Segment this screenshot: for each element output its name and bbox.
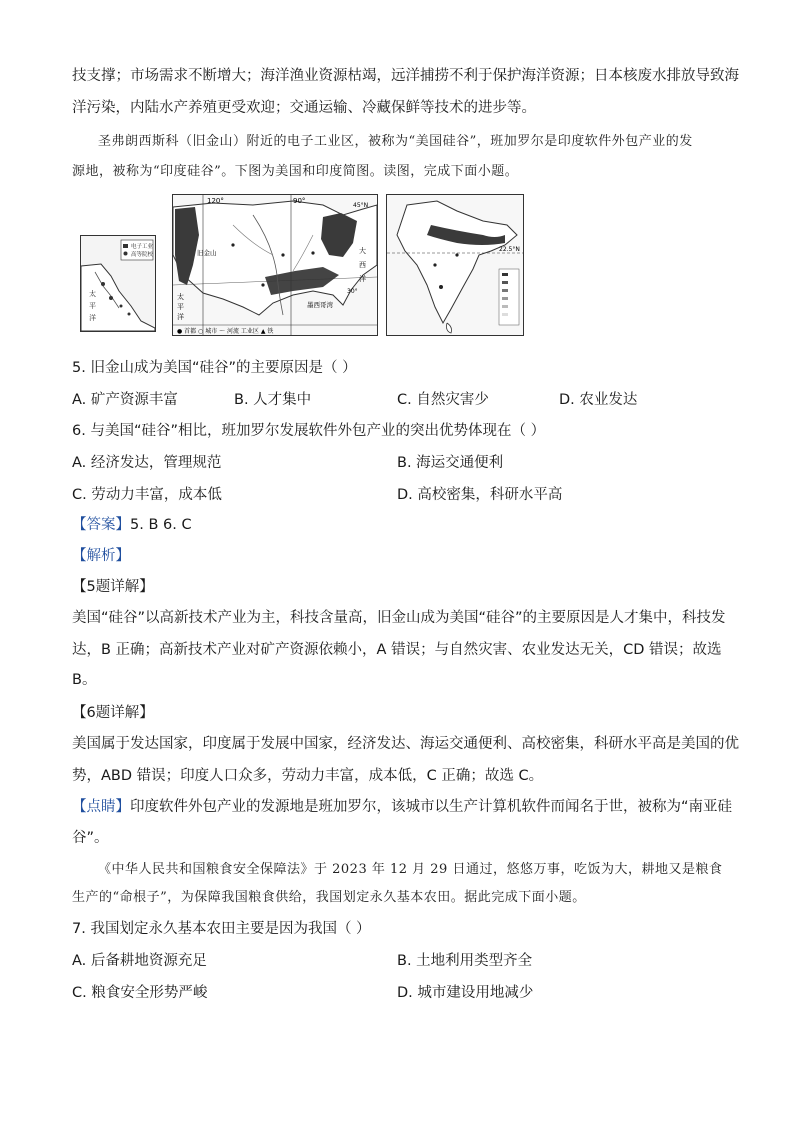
q5-option-a: A. 矿产资源丰富 [72,392,178,408]
us-map-legend: ● 首都 ○ 城市 〜 河流 工业区 ▲ 铁 [177,328,274,335]
question-5-stem: 5. 旧金山成为美国“硅谷”的主要原因是（ ） [72,360,357,376]
answer-line [72,515,192,535]
detail-6-line-1: 美国属于发达国家，印度属于发展中国家，经济发达、海运交通便利、高校密集，科研水平高是美国的优 [72,736,739,752]
svg-text:太: 太 [89,290,96,298]
inset-legend-universities: 高等院校 [131,252,154,258]
intro-line-2: 洋污染，内陆水产养殖更受欢迎；交通运输、冷藏保鲜等技术的进步等。 [72,100,536,116]
svg-text:平: 平 [177,303,184,311]
us-india-map-figure [72,190,582,340]
us-map [172,194,378,336]
point-line-2: 谷”。 [72,830,109,846]
passage-1-line-1: 圣弗朗西斯科（旧金山）附近的电子工业区，被称为“美国硅谷”，班加罗尔是印度软件外包产业的发 [98,134,693,149]
silicon-valley-inset-map [80,235,156,332]
question-6-stem: 6. 与美国“硅谷”相比，班加罗尔发展软件外包产业的突出优势体现在（ ） [72,423,546,439]
q7-option-c: C. 粮食安全形势严峻 [72,985,208,1001]
question-7-stem: 7. 我国划定永久基本农田主要是因为我国（ ） [72,921,371,937]
q6-option-b: B. 海运交通便利 [397,455,504,471]
inset-legend-electronics: 电子工业 [131,244,154,250]
detail-5-line-3: B。 [72,672,97,688]
svg-text:洋: 洋 [89,314,96,322]
point-line-1 [72,797,732,817]
q6-option-d: D. 高校密集，科研水平高 [397,487,563,503]
passage-1-line-2: 源地，被称为“印度硅谷”。下图为美国和印度简图。读图，完成下面小题。 [72,164,519,179]
india-map [386,194,524,336]
detail-6-line-2: 势，ABD 错误；印度人口众多，劳动力丰富，成本低，C 正确；故选 C。 [72,768,544,784]
point-text: 印度软件外包产业的发源地是班加罗尔，该城市以生产计算机软件而闻名于世，被称为“南亚硅 [130,799,733,815]
q6-option-a: A. 经济发达，管理规范 [72,455,222,471]
svg-text:洋: 洋 [177,313,184,321]
svg-text:平: 平 [89,302,96,310]
gulf-of-mexico-label: 墨西哥湾 [307,301,333,309]
passage-2-line-1: 《中华人民共和国粮食安全保障法》于 2023 年 12 月 29 日通过，悠悠万事，吃饭为大，耕地又是粮食 [98,862,723,877]
point-label: 【点睛】 [72,799,130,815]
svg-text:西: 西 [359,261,366,269]
india-lat-label: 22.5°N [499,246,520,253]
detail-5-label: 【5题详解】 [72,579,154,595]
svg-text:太: 太 [177,293,184,301]
q7-option-b: B. 土地利用类型齐全 [397,953,533,969]
us-lon-90-label: 90° [293,197,306,205]
us-lon-120-label: 120° [207,197,224,205]
detail-6-label: 【6题详解】 [72,705,154,721]
analysis-label: 【解析】 [72,548,130,564]
detail-5-line-1: 美国“硅谷”以高新技术产业为主，科技含量高，旧金山成为美国“硅谷”的主要原因是人才集中，科技发 [72,610,726,626]
us-lat-30-label: 30° [347,288,358,295]
q7-option-a: A. 后备耕地资源充足 [72,953,207,969]
svg-text:洋: 洋 [359,275,366,283]
q6-option-c: C. 劳动力丰富，成本低 [72,487,222,503]
answer-text: 5. B 6. C [130,517,192,533]
q5-option-b: B. 人才集中 [234,392,312,408]
answer-label: 【答案】 [72,517,130,533]
detail-5-line-2: 达，B 正确；高新技术产业对矿产资源依赖小，A 错误；与自然灾害、农业发达无关，CD 错误；故选 [72,642,722,658]
intro-line-1: 技支撑；市场需求不断增大；海洋渔业资源枯竭，远洋捕捞不利于保护海洋资源；日本核废水排放导致海 [72,68,739,84]
us-lat-45-label: 45°N [353,202,369,209]
q7-option-d: D. 城市建设用地减少 [397,985,534,1001]
q5-option-c: C. 自然灾害少 [397,392,489,408]
q5-option-d: D. 农业发达 [559,392,638,408]
passage-2-line-2: 生产的“命根子”，为保障我国粮食供给，我国划定永久基本农田。据此完成下面小题。 [72,890,586,905]
san-francisco-label: 旧金山 [197,249,217,257]
svg-text:大: 大 [359,247,366,255]
